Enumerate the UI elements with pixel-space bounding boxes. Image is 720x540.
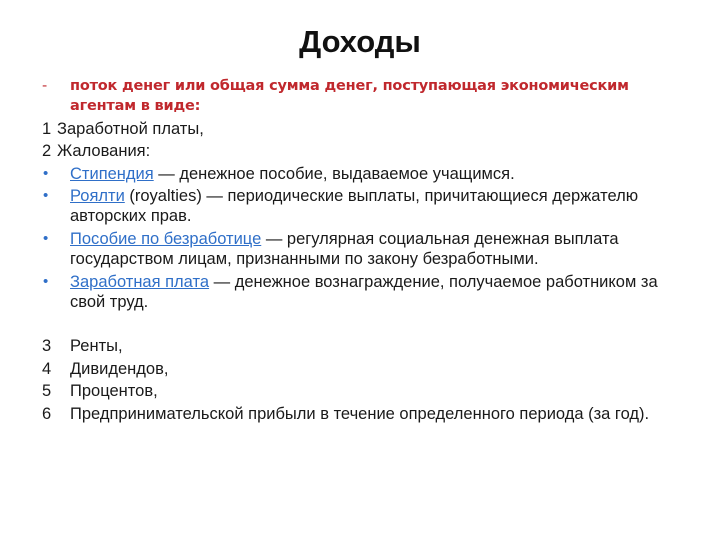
intro-definition — [40, 76, 695, 116]
item-text: Ренты, — [70, 337, 123, 356]
list-item — [40, 141, 695, 161]
bullet-icon: • — [43, 272, 49, 290]
list-item — [40, 119, 695, 139]
item-number: 4 — [42, 359, 52, 378]
item-number: 1 — [42, 119, 52, 138]
link-unemployment-benefit[interactable]: Пособие по безработице — [70, 229, 262, 248]
bullet-item — [40, 164, 695, 184]
link-stipendiya[interactable]: Стипендия — [70, 164, 154, 183]
bullet-text: (royalties) — периодические выплаты, причитающиеся держателю авторских прав. — [70, 187, 639, 226]
bullet-item — [40, 229, 695, 269]
bullet-item — [40, 186, 695, 226]
slide-title: Доходы — [299, 24, 421, 59]
item-text: Процентов, — [70, 382, 158, 401]
item-number: 5 — [42, 382, 52, 401]
item-number: 3 — [42, 337, 52, 356]
dash-marker: - — [42, 78, 48, 94]
list-item — [40, 359, 695, 379]
list-item — [40, 336, 695, 356]
item-text: Предпринимательской прибыли в течение определенного периода (за год). — [70, 404, 650, 423]
bullet-text: — денежное вознаграждение, получаемое работником за свой труд. — [70, 272, 658, 311]
intro-text: поток денег или общая сумма денег, поступающая экономическим агентам в виде: — [70, 78, 629, 114]
item-text: Заработной платы, — [57, 119, 204, 138]
bullet-icon: • — [43, 164, 49, 182]
bullet-text: — денежное пособие, выдаваемое учащимся. — [153, 164, 515, 183]
link-royalty[interactable]: Роялти — [70, 187, 125, 206]
slide-content — [40, 76, 695, 427]
item-text: Дивидендов, — [70, 359, 169, 378]
spacer — [40, 314, 695, 336]
bullet-icon: • — [43, 187, 49, 205]
bullet-icon: • — [43, 229, 49, 247]
item-text: Жалования: — [57, 142, 151, 161]
list-item — [40, 404, 695, 424]
bullet-text: — регулярная социальная денежная выплата государством лицам, признанными по закону безработными. — [70, 229, 619, 268]
item-number: 2 — [42, 142, 52, 161]
bullet-item — [40, 272, 695, 312]
link-wages[interactable]: Заработная плата — [70, 272, 210, 291]
item-number: 6 — [42, 404, 52, 423]
list-item — [40, 381, 695, 401]
